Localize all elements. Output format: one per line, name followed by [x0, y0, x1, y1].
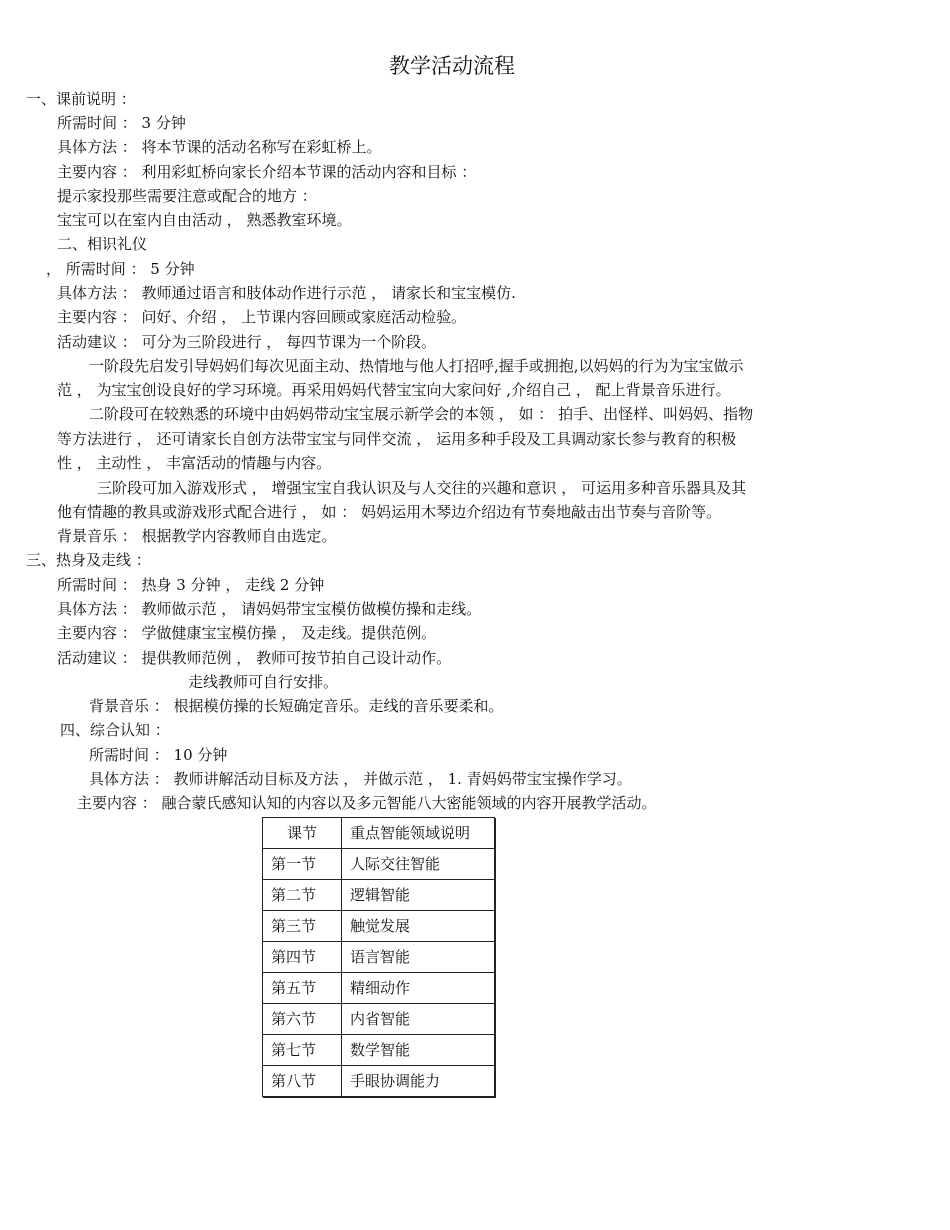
- table-header-row: [263, 818, 495, 849]
- table-cell: 内省智能: [342, 1004, 495, 1035]
- table-row: [263, 1004, 495, 1035]
- text-line: 主要内容 ： 学做健康宝宝模仿操 ， 及走线。提供范例。: [57, 624, 437, 642]
- text-line: 二阶段可在较熟悉的环境中由妈妈带动宝宝展示新学会的本领 ， 如 ： 拍手、出怪样、叫妈妈、指物: [89, 405, 754, 423]
- table-cell: 第三节: [263, 911, 342, 942]
- text-line: 背景音乐 ： 根据模仿操的长短确定音乐。走线的音乐要柔和。: [89, 697, 504, 715]
- table-cell: 第八节: [263, 1066, 342, 1097]
- text-line: 他有情趣的教具或游戏形式配合进行 ， 如 ： 妈妈运用木琴边介绍边有节奏地敲击出节奏与音阶等。: [57, 503, 722, 521]
- text-line: 活动建议 ： 可分为三阶段进行 ， 每四节课为一个阶段。: [57, 333, 437, 351]
- text-line: 主要内容 ： 利用彩虹桥向家长介绍本节课的活动内容和目标 ：: [57, 163, 477, 181]
- text-line: 走线教师可自行安排。: [188, 673, 339, 691]
- table-cell: 触觉发展: [342, 911, 495, 942]
- table-cell: 第二节: [263, 880, 342, 911]
- section-heading-2: 二、相识礼仪: [57, 235, 148, 253]
- text-line: ， 所需时间 ： 5 分钟: [46, 260, 195, 278]
- text-line: 等方法进行 ， 还可请家长自创方法带宝宝与同伴交流 ， 运用多种手段及工具调动家长参与教育的积极: [57, 430, 737, 448]
- table-row: [263, 973, 495, 1004]
- table-cell: 语言智能: [342, 942, 495, 973]
- text-line: 活动建议 ： 提供教师范例 ， 教师可按节拍自己设计动作。: [57, 649, 452, 667]
- table-header-cell: 课节: [263, 818, 342, 849]
- text-line: 范 ， 为宝宝创设良好的学习环境。再采用妈妈代替宝宝向大家问好 ,介绍自己 ， 配上背景音乐进行。: [57, 381, 731, 399]
- table-cell: 人际交往智能: [342, 849, 495, 880]
- lesson-table: [262, 817, 495, 1097]
- table-cell: 逻辑智能: [342, 880, 495, 911]
- table-row: [263, 1066, 495, 1097]
- section-heading-3: 三、热身及走线 ：: [26, 551, 151, 569]
- table-cell: 手眼协调能力: [342, 1066, 495, 1097]
- table-cell: 第六节: [263, 1004, 342, 1035]
- table-cell: 数学智能: [342, 1035, 495, 1066]
- table-row: [263, 849, 495, 880]
- text-line: 具体方法 ： 教师做示范 ， 请妈妈带宝宝模仿做模仿操和走线。: [57, 600, 482, 618]
- text-line: 所需时间 ： 10 分钟: [89, 746, 228, 764]
- table-header-cell: 重点智能领域说明: [342, 818, 495, 849]
- page-title: 教学活动流程: [389, 54, 515, 78]
- text-line: 主要内容 ： 融合蒙氏感知认知的内容以及多元智能八大密能领域的内容开展教学活动。: [77, 794, 657, 812]
- text-line: 提示家投那些需要注意或配合的地方 ：: [57, 187, 317, 205]
- text-line: 一阶段先启发引导妈妈们每次见面主动、热情地与他人打招呼,握手或拥抱,以妈妈的行为为宝宝做示: [89, 357, 744, 375]
- table-row: [263, 880, 495, 911]
- table-cell: 第五节: [263, 973, 342, 1004]
- text-line: 具体方法 ： 教师讲解活动目标及方法 ， 并做示范 ， 1. 青妈妈带宝宝操作学习。: [89, 770, 632, 788]
- text-line: 背景音乐 ： 根据教学内容教师自由选定。: [57, 527, 337, 545]
- table-cell: 第一节: [263, 849, 342, 880]
- section-heading-1: 一、课前说明 ：: [26, 90, 136, 108]
- text-line: 三阶段可加入游戏形式 ， 增强宝宝自我认识及与人交往的兴趣和意识 ， 可运用多种音乐器具及其: [97, 479, 747, 497]
- table-cell: 精细动作: [342, 973, 495, 1004]
- text-line: 所需时间 ： 3 分钟: [57, 114, 186, 132]
- text-line: 具体方法 ： 将本节课的活动名称写在彩虹桥上。: [57, 138, 382, 156]
- table-row: [263, 942, 495, 973]
- text-line: 所需时间 ： 热身 3 分钟 ， 走线 2 分钟: [57, 576, 325, 594]
- section-heading-4: 四、综合认知 ：: [60, 721, 170, 739]
- table-cell: 第四节: [263, 942, 342, 973]
- table-cell: 第七节: [263, 1035, 342, 1066]
- text-line: 主要内容 ： 问好、介绍 ， 上节课内容回顾或家庭活动检验。: [57, 308, 467, 326]
- text-line: 具体方法 ： 教师通过语言和肢体动作进行示范 ， 请家长和宝宝模仿.: [57, 284, 516, 302]
- table-row: [263, 911, 495, 942]
- text-line: 宝宝可以在室内自由活动 ， 熟悉教室环境。: [57, 211, 352, 229]
- text-line: 性 ， 主动性 ， 丰富活动的情趣与内容。: [57, 454, 332, 472]
- table-row: [263, 1035, 495, 1066]
